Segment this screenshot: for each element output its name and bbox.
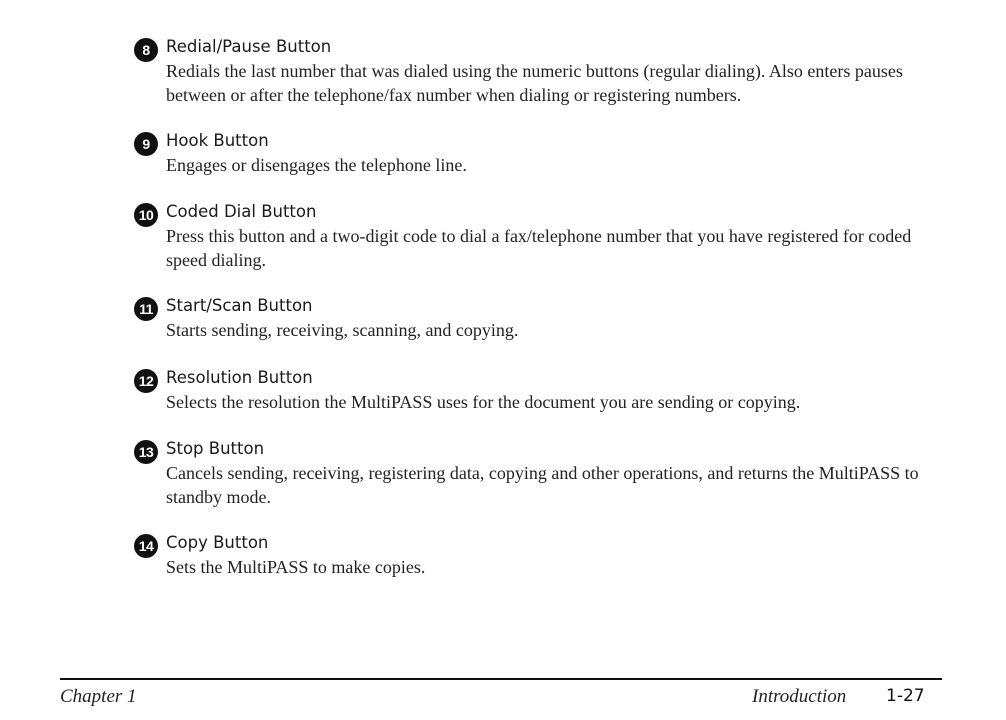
entry-heading: Coded Dial Button [166,202,317,221]
entry-heading: Resolution Button [166,368,313,387]
footer-section-title: Introduction [752,686,847,707]
footer-chapter: Chapter 1 [60,686,137,707]
entry-description: Cancels sending, receiving, registering data, copying and other operations, and returns the MultiPASS to standby mode. [166,463,919,507]
entry-heading: Copy Button [166,533,269,552]
entry-description: Starts sending, receiving, scanning, and copying. [166,320,519,340]
entry-description: Redials the last number that was dialed using the numeric buttons (regular dialing). Also enters pauses between or after the telephone/fax number when dialing or registering numbers. [166,61,903,105]
entry-description: Sets the MultiPASS to make copies. [166,557,426,577]
number-badge: 12 [134,369,158,393]
number-badge: 10 [134,203,158,227]
footer-rule [60,678,942,680]
number-badge: 13 [134,440,158,464]
number-badge: 9 [134,132,158,156]
number-badge: 8 [134,38,158,62]
number-badge: 14 [134,534,158,558]
number-badge: 11 [134,297,158,321]
entry-heading: Start/Scan Button [166,296,313,315]
entry-description: Engages or disengages the telephone line. [166,155,467,175]
entry-description: Press this button and a two-digit code to dial a fax/telephone number that you have registered for coded speed dialing. [166,226,912,270]
footer-page-number: 1-27 [886,686,925,706]
entry-heading: Redial/Pause Button [166,37,332,56]
entry-heading: Stop Button [166,439,265,458]
entry-heading: Hook Button [166,131,269,150]
entry-description: Selects the resolution the MultiPASS uses for the document you are sending or copying. [166,392,801,412]
